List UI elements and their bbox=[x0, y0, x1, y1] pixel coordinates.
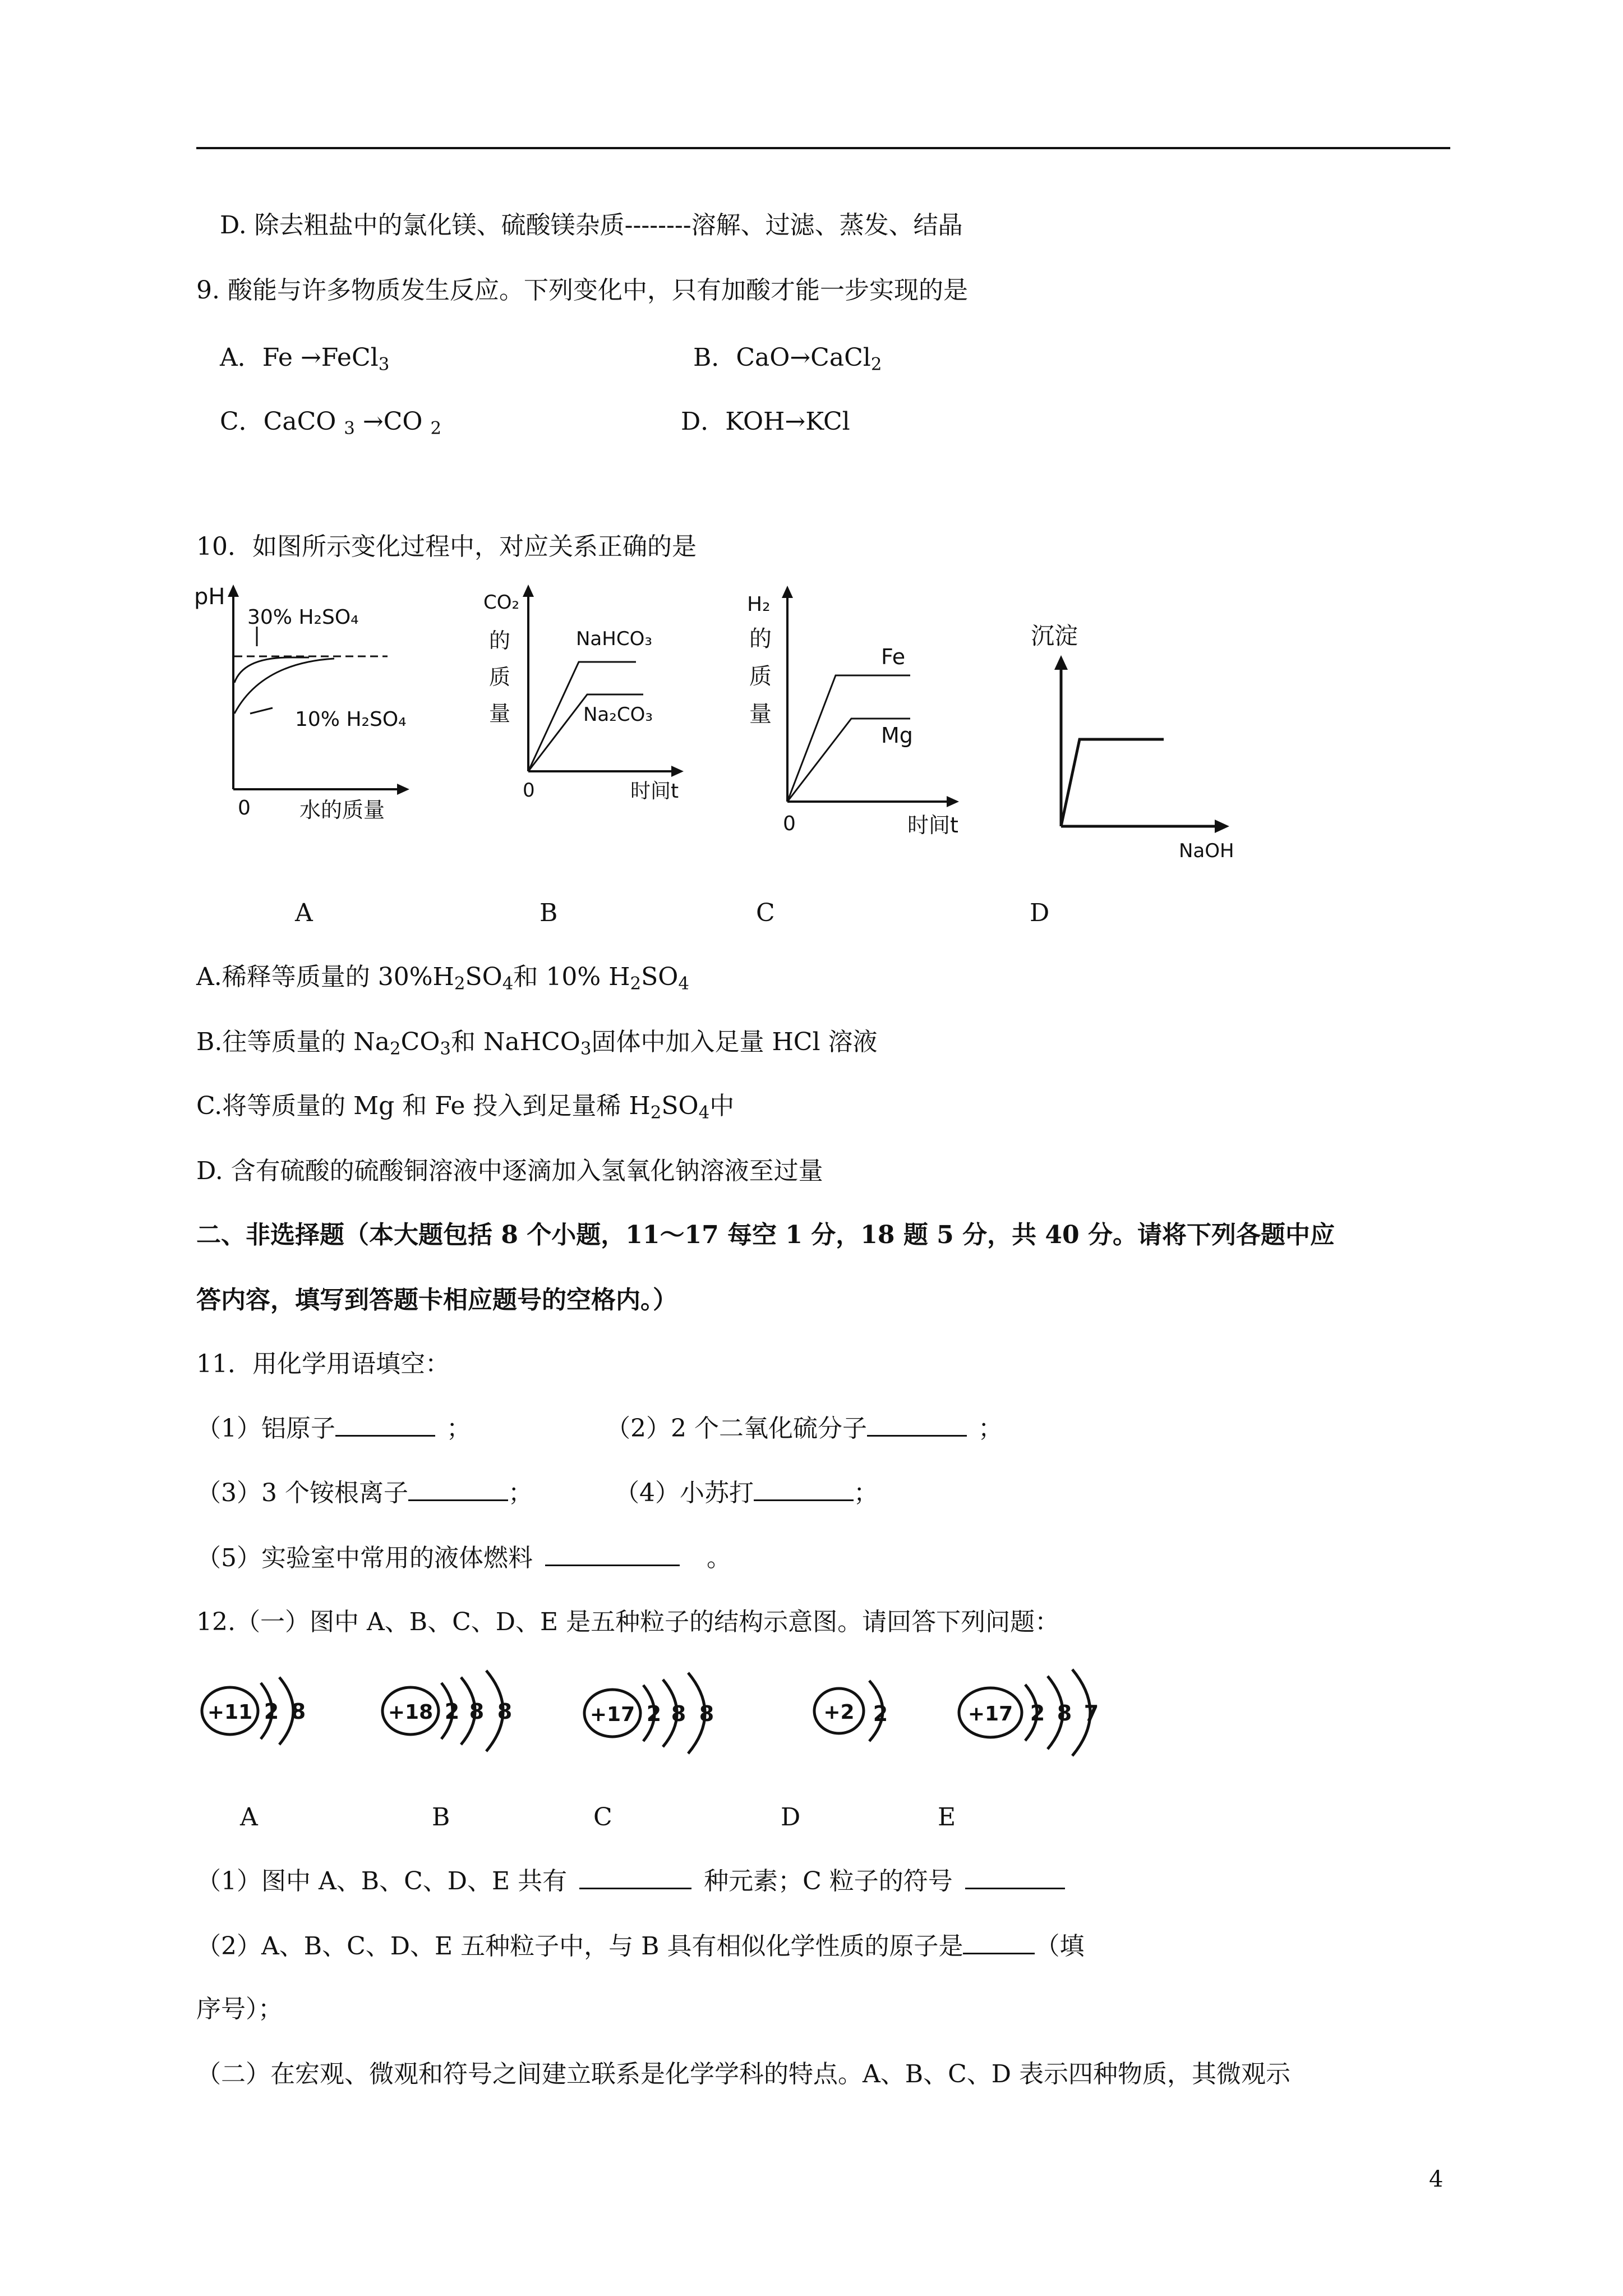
graph-d-x-arrow bbox=[1215, 820, 1229, 833]
q11-stem: 11．用化学用语填空： bbox=[196, 1350, 450, 1378]
q11-part1 bbox=[196, 1412, 471, 1446]
q11-part4 bbox=[615, 1476, 878, 1510]
particle-d-shell-1-count: 2 bbox=[873, 1701, 888, 1726]
q12-stem: 12.（一）图中 A、B、C、D、E 是五种粒子的结构示意图。请回答下列问题： bbox=[196, 1608, 1060, 1636]
particle-b-shell-1-count: 2 bbox=[444, 1699, 460, 1724]
particle-b-shell-3-count: 8 bbox=[497, 1699, 513, 1724]
particle-a-nucleus-label: +11 bbox=[207, 1701, 253, 1724]
q10-option-c bbox=[196, 1089, 734, 1130]
particle-label-d: D bbox=[781, 1803, 801, 1832]
q10-a-part1: A.稀释等质量的 30%H bbox=[196, 963, 454, 991]
q9-c-letter: C．CaCO bbox=[220, 407, 344, 436]
graph-c-upper-label: Fe bbox=[881, 645, 906, 669]
q10-a-part2: SO bbox=[465, 963, 502, 991]
graph-a-x-label: 水的质量 bbox=[299, 798, 385, 822]
q9-stem: 9. 酸能与许多物质发生反应。下列变化中，只有加酸才能一步实现的是 bbox=[196, 276, 968, 305]
graph-a-y-label: pH bbox=[194, 584, 225, 610]
particle-label-e: E bbox=[938, 1803, 956, 1832]
graph-c-y-label-2: 的 bbox=[749, 626, 772, 652]
graph-b-y-label-1: CO₂ bbox=[483, 591, 520, 614]
graph-b-upper-label: NaHCO₃ bbox=[576, 628, 652, 650]
q10-option-b bbox=[196, 1025, 878, 1066]
q9-b-letter: B．CaO bbox=[693, 343, 790, 372]
particle-e-shell-2-count: 8 bbox=[1057, 1701, 1072, 1726]
q10-a-sub4: 4 bbox=[678, 973, 689, 994]
q12-q1-blank-2[interactable] bbox=[965, 1869, 1065, 1889]
q9-c-sub2: 2 bbox=[430, 418, 442, 439]
q11-p4-text: （4）小苏打 bbox=[615, 1479, 754, 1507]
graph-a-bottom-label: 10% H₂SO₄ bbox=[295, 708, 407, 731]
particle-c-shell-1-count: 2 bbox=[646, 1701, 662, 1726]
q10-b-sub3: 3 bbox=[580, 1038, 592, 1059]
q11-p3-blank[interactable] bbox=[408, 1480, 508, 1501]
particle-label-b: B bbox=[432, 1803, 450, 1832]
q10-c-part1: C.将等质量的 Mg 和 Fe 投入到足量稀 H bbox=[196, 1092, 651, 1120]
graph-a-label-leader bbox=[250, 708, 273, 714]
graph-c-origin: 0 bbox=[783, 812, 796, 835]
q9-option-b bbox=[693, 341, 882, 381]
graph-b-y-label-4: 量 bbox=[489, 701, 511, 726]
q10-a-part3: 和 10% H bbox=[513, 963, 630, 991]
q10-b-part2: CO bbox=[400, 1028, 440, 1056]
header-rule bbox=[196, 147, 1450, 149]
particle-d-nucleus-label: +2 bbox=[823, 1701, 855, 1724]
particle-label-a: A bbox=[240, 1803, 258, 1832]
page-number: 4 bbox=[1429, 2166, 1444, 2192]
q9-option-d: D．KOH→KCl bbox=[681, 407, 850, 436]
graph-b-x-arrow bbox=[671, 766, 684, 777]
q11-part2 bbox=[606, 1412, 1003, 1446]
graph-d-y-arrow bbox=[1054, 655, 1068, 670]
q10-stem: 10．如图所示变化过程中，对应关系正确的是 bbox=[196, 532, 697, 561]
q10-a-sub1: 2 bbox=[454, 973, 465, 994]
q11-p3-end: ； bbox=[508, 1479, 533, 1507]
q9-c-sub1: 3 bbox=[344, 418, 355, 439]
particle-c-shell-3-count: 8 bbox=[699, 1701, 714, 1726]
particle-e bbox=[953, 1659, 1127, 1766]
graph-a bbox=[194, 579, 413, 826]
particle-b bbox=[377, 1660, 540, 1761]
q12-q2-text-b: （填 bbox=[1035, 1932, 1085, 1961]
graph-d bbox=[1026, 622, 1245, 868]
graph-b-origin: 0 bbox=[523, 779, 535, 802]
particle-c-shell-2-count: 8 bbox=[671, 1701, 686, 1726]
particle-d bbox=[808, 1660, 920, 1761]
graph-a-top-label: 30% H₂SO₄ bbox=[247, 606, 359, 629]
graph-c bbox=[745, 580, 969, 844]
particle-a-shell-2-count: 8 bbox=[291, 1699, 306, 1724]
q12-q1-blank-1[interactable] bbox=[579, 1869, 691, 1889]
q10-c-part2: SO bbox=[661, 1092, 699, 1120]
q9-a-sub: 3 bbox=[378, 354, 390, 375]
q9-b-sub: 2 bbox=[870, 354, 882, 375]
q12-q1-text-b: 种元素；C 粒子的符号 bbox=[704, 1867, 953, 1895]
q10-option-d: D. 含有硫酸的硫酸铜溶液中逐滴加入氢氧化钠溶液至过量 bbox=[196, 1157, 823, 1185]
q11-p1-blank[interactable] bbox=[335, 1416, 435, 1437]
q12-part2-cont: 序号）； bbox=[196, 1995, 283, 2023]
q11-p5-blank[interactable] bbox=[545, 1545, 680, 1566]
q10-c-part3: 中 bbox=[709, 1092, 735, 1120]
particle-c bbox=[579, 1662, 741, 1763]
particle-b-nucleus-label: +18 bbox=[388, 1701, 434, 1724]
q10-a-sub3: 2 bbox=[630, 973, 642, 994]
graph-b bbox=[483, 578, 697, 813]
fig-label-b: B bbox=[540, 899, 558, 927]
q11-p2-end: ； bbox=[978, 1414, 1003, 1443]
q11-p1-text: （1）铝原子 bbox=[196, 1414, 335, 1443]
q10-option-a bbox=[196, 960, 689, 1001]
particle-c-nucleus-label: +17 bbox=[589, 1703, 635, 1726]
q8-option-d: D. 除去粗盐中的氯化镁、硫酸镁杂质--------溶解、过滤、蒸发、结晶 bbox=[220, 211, 963, 240]
fig-label-d: D bbox=[1030, 899, 1050, 927]
q9-option-c bbox=[220, 405, 441, 445]
q11-p2-blank[interactable] bbox=[867, 1416, 967, 1437]
graph-b-y-label-3: 质 bbox=[489, 665, 511, 689]
q11-p2-text: （2）2 个二氧化硫分子 bbox=[606, 1414, 867, 1443]
q9-a-letter: A．Fe bbox=[220, 343, 301, 372]
graph-a-y-arrow bbox=[228, 585, 239, 597]
q10-b-part3: 和 NaHCO bbox=[451, 1028, 580, 1056]
q11-p4-blank[interactable] bbox=[754, 1480, 854, 1501]
q9-option-a bbox=[220, 341, 389, 381]
q9-a-formula: →FeCl bbox=[300, 343, 379, 372]
graph-c-x-label: 时间t bbox=[907, 813, 958, 838]
q10-c-sub1: 2 bbox=[650, 1102, 662, 1123]
graph-b-y-label-2: 的 bbox=[489, 628, 511, 653]
graph-b-lower-label: Na₂CO₃ bbox=[583, 703, 653, 726]
q9-c-mid: →CO bbox=[354, 407, 431, 436]
particle-label-c: C bbox=[593, 1803, 612, 1832]
graph-b-y-arrow bbox=[523, 585, 534, 597]
particle-e-shell-1-count: 2 bbox=[1030, 1701, 1045, 1726]
q11-p5-end: 。 bbox=[707, 1544, 731, 1572]
particle-e-shell-3-count: 7 bbox=[1083, 1701, 1099, 1726]
q10-c-sub2: 4 bbox=[698, 1102, 710, 1123]
q12-q2-blank[interactable] bbox=[963, 1934, 1035, 1954]
graph-b-x-label: 时间t bbox=[630, 780, 679, 803]
graph-a-origin: 0 bbox=[238, 797, 251, 820]
q11-p5-text: （5）实验室中常用的液体燃料 bbox=[196, 1544, 533, 1572]
graph-a-top-curve bbox=[234, 657, 309, 683]
q10-a-part4: SO bbox=[641, 963, 679, 991]
graph-c-y-arrow bbox=[782, 586, 793, 598]
q11-p1-end: ； bbox=[446, 1414, 471, 1443]
particle-a bbox=[196, 1660, 336, 1761]
graph-d-x-label: NaOH bbox=[1179, 840, 1234, 862]
q12-q2-text-a: （2）A、B、C、D、E 五种粒子中，与 B 具有相似化学性质的原子是 bbox=[196, 1932, 963, 1961]
particle-e-nucleus-label: +17 bbox=[967, 1703, 1013, 1726]
graph-c-lower-label: Mg bbox=[881, 723, 913, 748]
q10-b-sub2: 3 bbox=[440, 1038, 451, 1059]
particle-a-shell-1-count: 2 bbox=[264, 1699, 279, 1724]
graph-a-x-arrow bbox=[397, 784, 409, 795]
q11-p3-text: （3）3 个铵根离子 bbox=[196, 1479, 408, 1507]
graph-d-y-label: 沉淀 bbox=[1031, 622, 1078, 650]
q10-b-part1: B.往等质量的 Na bbox=[196, 1028, 390, 1056]
graph-c-y-label-4: 量 bbox=[749, 701, 772, 727]
q12-part1 bbox=[196, 1865, 1065, 1898]
graph-a-bottom-curve bbox=[234, 659, 334, 714]
q10-b-part4: 固体中加入足量 HCl 溶液 bbox=[591, 1028, 878, 1056]
graph-c-y-label-1: H₂ bbox=[747, 593, 771, 616]
q9-b-formula: →CaCl bbox=[790, 343, 871, 372]
fig-label-c: C bbox=[756, 899, 775, 927]
graph-c-y-label-3: 质 bbox=[749, 664, 772, 689]
q12-part2 bbox=[196, 1930, 1084, 1963]
q10-b-sub1: 2 bbox=[390, 1038, 401, 1059]
graph-d-line bbox=[1061, 739, 1164, 826]
q12-q1-text-a: （1）图中 A、B、C、D、E 共有 bbox=[196, 1867, 568, 1895]
q11-part3 bbox=[196, 1476, 533, 1510]
particle-b-shell-2-count: 8 bbox=[469, 1699, 485, 1724]
section2-line2: 答内容，填写到答题卡相应题号的空格内。） bbox=[196, 1286, 677, 1314]
graph-c-x-arrow bbox=[947, 796, 959, 807]
q10-a-sub2: 4 bbox=[502, 973, 514, 994]
q11-p4-end: ； bbox=[854, 1479, 878, 1507]
q11-part5 bbox=[196, 1542, 731, 1575]
q12-part-two: （二）在宏观、微观和符号之间建立联系是化学学科的特点。A、B、C、D 表示四种物质，其微观示 bbox=[196, 2060, 1291, 2088]
section2-line1: 二、非选择题（本大题包括 8 个小题，11～17 每空 1 分，18 题 5 分，共 40 分。请将下列各题中应 bbox=[196, 1221, 1335, 1249]
fig-label-a: A bbox=[295, 899, 313, 927]
